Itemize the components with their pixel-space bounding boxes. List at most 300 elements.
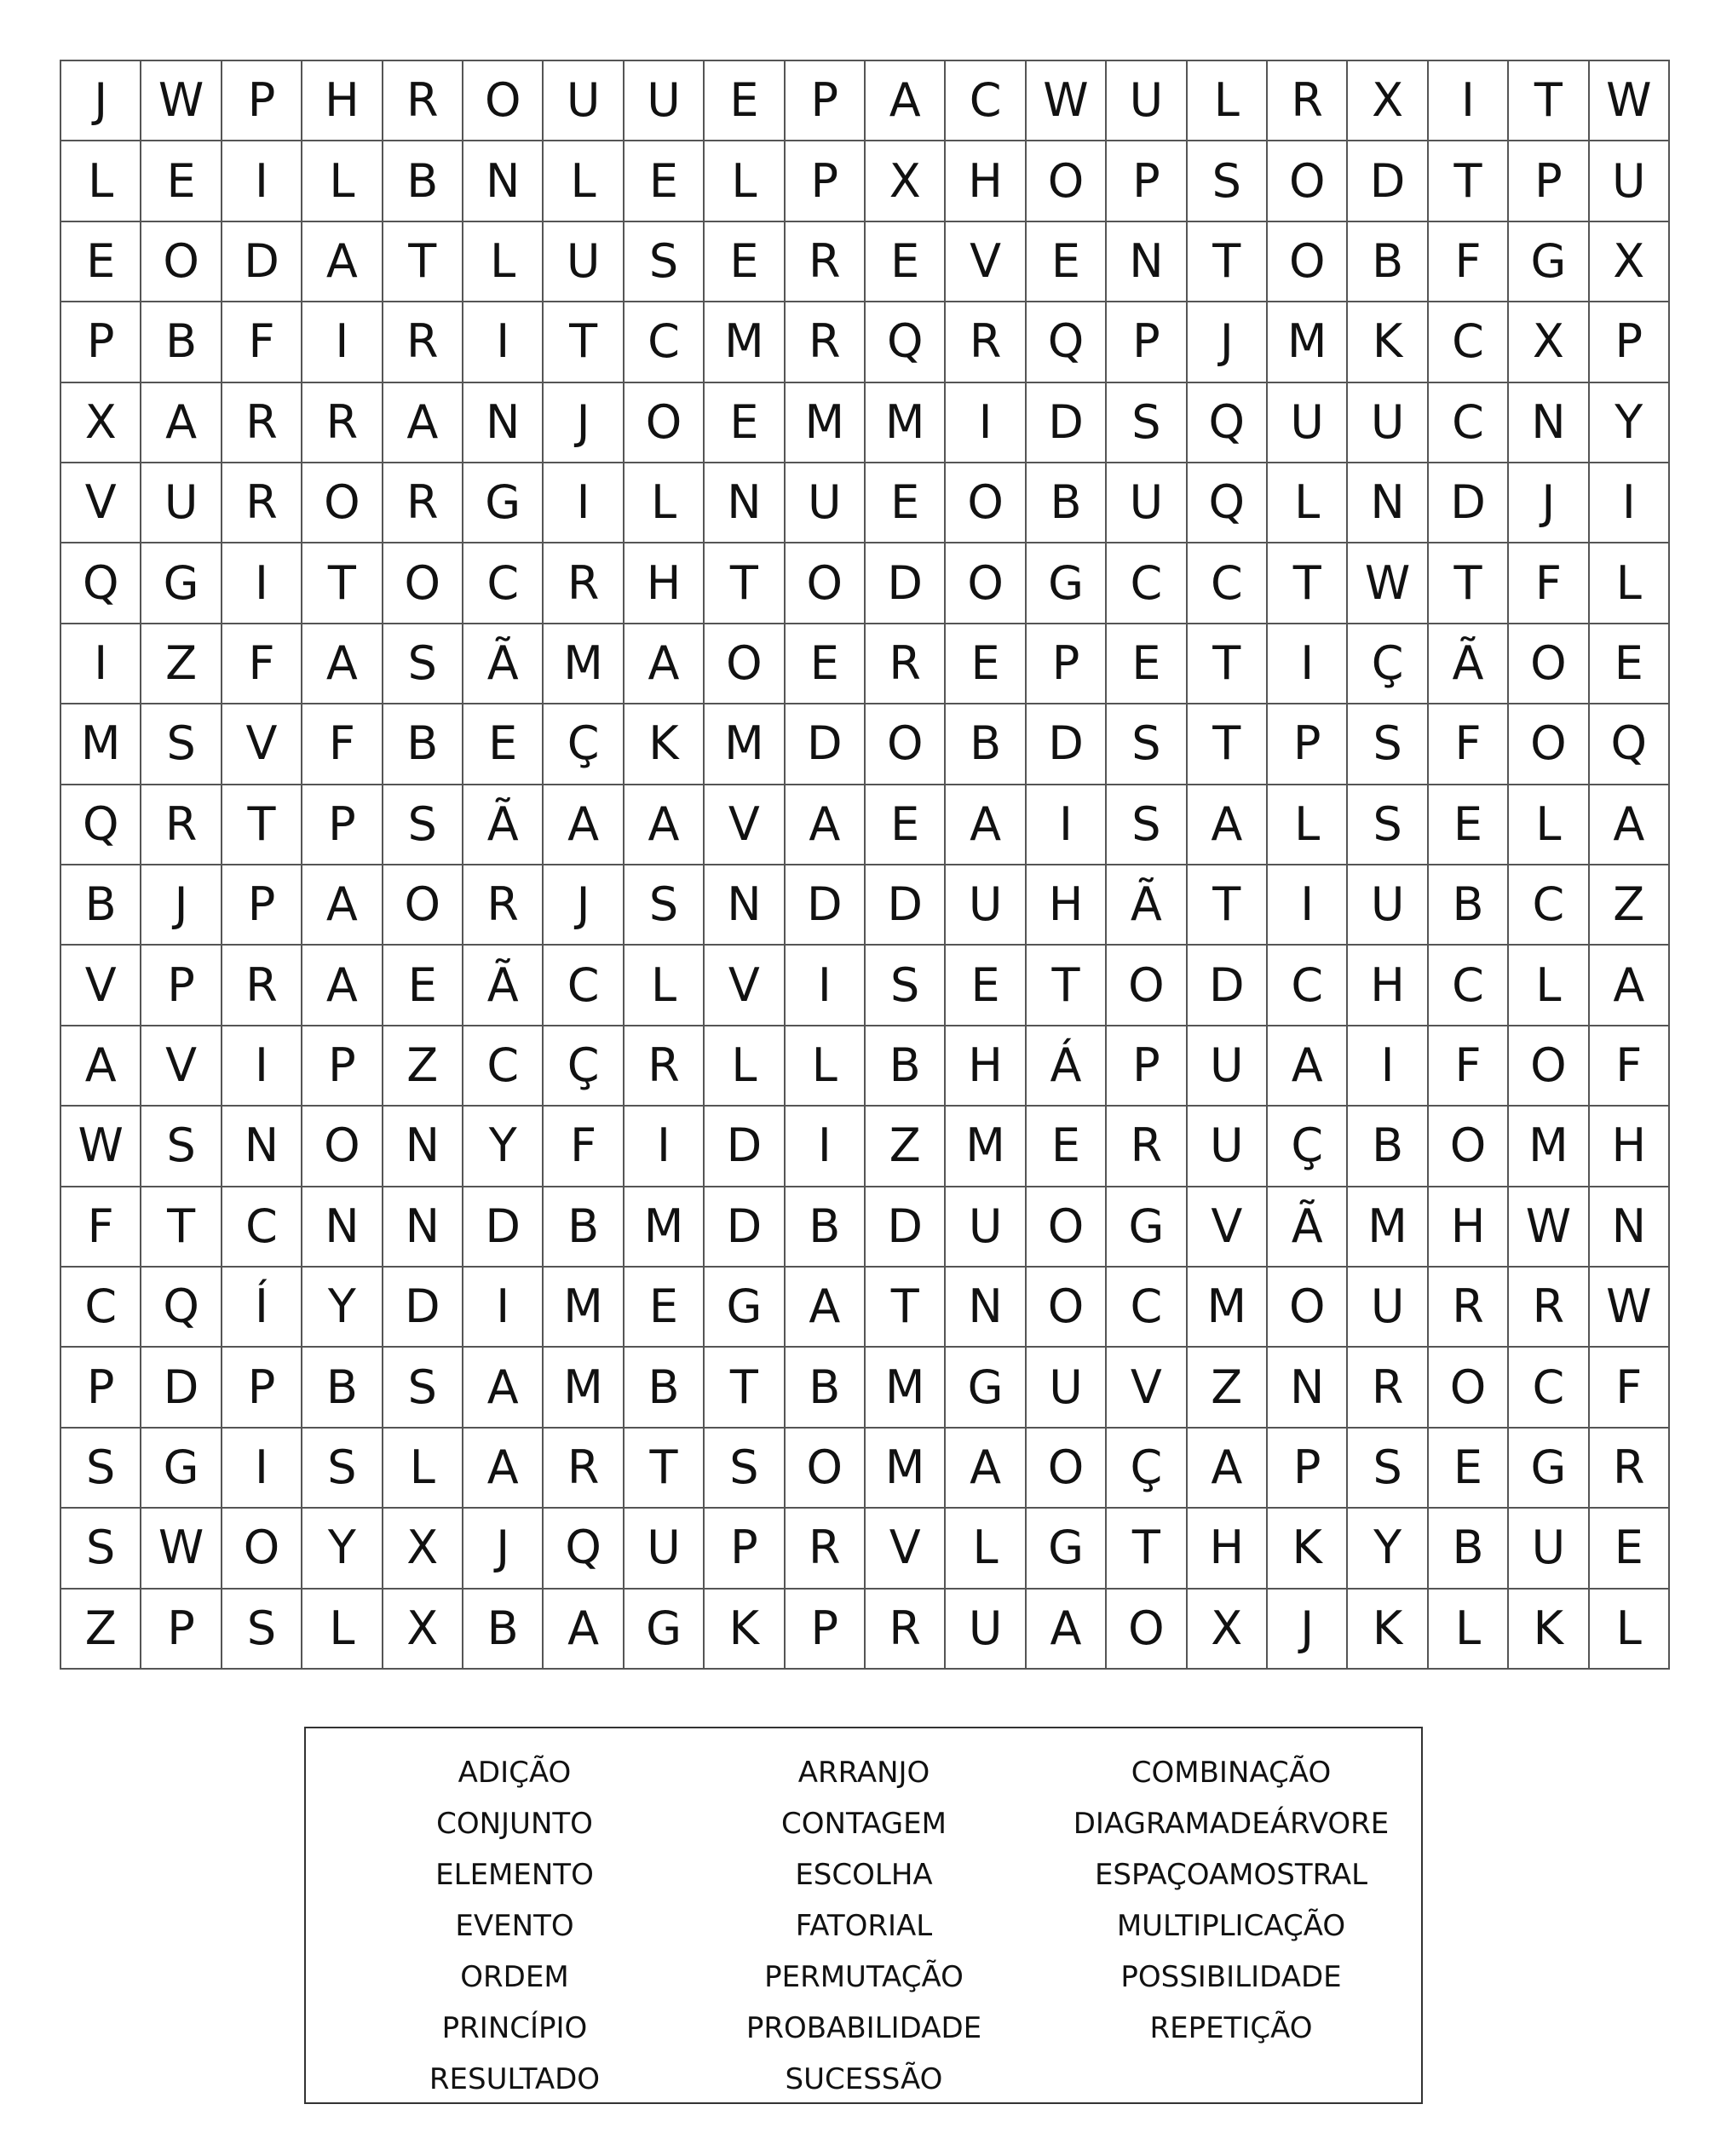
grid-cell[interactable]: A <box>625 624 705 704</box>
grid-cell[interactable]: W <box>141 61 222 141</box>
grid-cell[interactable]: P <box>1107 302 1187 382</box>
grid-cell[interactable]: R <box>141 785 222 865</box>
grid-cell[interactable]: R <box>1348 1348 1428 1428</box>
grid-cell[interactable]: W <box>1590 1268 1670 1348</box>
grid-cell[interactable]: Ç <box>1268 1107 1348 1187</box>
grid-cell[interactable]: R <box>786 222 866 302</box>
grid-cell[interactable]: R <box>866 1590 946 1670</box>
grid-cell[interactable]: O <box>1027 1429 1107 1509</box>
grid-cell[interactable]: R <box>383 463 463 543</box>
grid-cell[interactable]: F <box>302 704 383 785</box>
grid-cell[interactable]: V <box>141 1026 222 1107</box>
grid-cell[interactable]: C <box>222 1187 302 1268</box>
grid-cell[interactable]: M <box>866 1429 946 1509</box>
grid-cell[interactable]: X <box>1590 222 1670 302</box>
grid-cell[interactable]: N <box>463 141 544 221</box>
grid-cell[interactable]: F <box>1429 1026 1509 1107</box>
grid-cell[interactable]: S <box>1107 383 1187 463</box>
grid-cell[interactable]: L <box>1509 946 1589 1026</box>
grid-cell[interactable]: R <box>383 302 463 382</box>
grid-cell[interactable]: O <box>141 222 222 302</box>
grid-cell[interactable]: I <box>222 1429 302 1509</box>
grid-cell[interactable]: P <box>786 61 866 141</box>
grid-cell[interactable]: E <box>1027 1107 1107 1187</box>
grid-cell[interactable]: J <box>463 1509 544 1589</box>
grid-cell[interactable]: K <box>625 704 705 785</box>
grid-cell[interactable]: E <box>705 61 785 141</box>
grid-cell[interactable]: C <box>1509 865 1589 946</box>
grid-cell[interactable]: R <box>1590 1429 1670 1509</box>
grid-cell[interactable]: U <box>1188 1107 1268 1187</box>
grid-cell[interactable]: Z <box>866 1107 946 1187</box>
grid-cell[interactable]: C <box>1107 543 1187 624</box>
grid-cell[interactable]: Y <box>302 1509 383 1589</box>
grid-cell[interactable]: E <box>786 624 866 704</box>
grid-cell[interactable]: L <box>302 1590 383 1670</box>
grid-cell[interactable]: R <box>222 946 302 1026</box>
grid-cell[interactable]: A <box>544 785 624 865</box>
grid-cell[interactable]: T <box>1429 141 1509 221</box>
grid-cell[interactable]: A <box>946 1429 1026 1509</box>
grid-cell[interactable]: F <box>1590 1348 1670 1428</box>
grid-cell[interactable]: Ã <box>463 624 544 704</box>
grid-cell[interactable]: N <box>222 1107 302 1187</box>
grid-cell[interactable]: L <box>705 141 785 221</box>
grid-cell[interactable]: C <box>463 1026 544 1107</box>
grid-cell[interactable]: I <box>786 1107 866 1187</box>
grid-cell[interactable]: F <box>61 1187 141 1268</box>
grid-cell[interactable]: L <box>302 141 383 221</box>
grid-cell[interactable]: L <box>1268 463 1348 543</box>
grid-cell[interactable]: B <box>141 302 222 382</box>
grid-cell[interactable]: Y <box>1348 1509 1428 1589</box>
grid-cell[interactable]: A <box>463 1429 544 1509</box>
grid-cell[interactable]: A <box>302 865 383 946</box>
grid-cell[interactable]: J <box>141 865 222 946</box>
grid-cell[interactable]: O <box>946 543 1026 624</box>
grid-cell[interactable]: P <box>705 1509 785 1589</box>
grid-cell[interactable]: H <box>1027 865 1107 946</box>
grid-cell[interactable]: K <box>705 1590 785 1670</box>
grid-cell[interactable]: E <box>705 383 785 463</box>
grid-cell[interactable]: N <box>705 463 785 543</box>
grid-cell[interactable]: E <box>1027 222 1107 302</box>
grid-cell[interactable]: V <box>61 946 141 1026</box>
grid-cell[interactable]: B <box>625 1348 705 1428</box>
grid-cell[interactable]: R <box>544 543 624 624</box>
grid-cell[interactable]: L <box>544 141 624 221</box>
grid-cell[interactable]: T <box>1188 624 1268 704</box>
grid-cell[interactable]: V <box>61 463 141 543</box>
grid-cell[interactable]: S <box>1348 1429 1428 1509</box>
grid-cell[interactable]: A <box>625 785 705 865</box>
grid-cell[interactable]: C <box>1509 1348 1589 1428</box>
grid-cell[interactable]: Ã <box>463 785 544 865</box>
grid-cell[interactable]: U <box>625 61 705 141</box>
grid-cell[interactable]: P <box>1590 302 1670 382</box>
grid-cell[interactable]: W <box>1509 1187 1589 1268</box>
grid-cell[interactable]: V <box>705 946 785 1026</box>
grid-cell[interactable]: T <box>1509 61 1589 141</box>
grid-cell[interactable]: L <box>463 222 544 302</box>
grid-cell[interactable]: L <box>383 1429 463 1509</box>
grid-cell[interactable]: A <box>383 383 463 463</box>
grid-cell[interactable]: U <box>946 1187 1026 1268</box>
grid-cell[interactable]: G <box>1027 543 1107 624</box>
grid-cell[interactable]: H <box>946 1026 1026 1107</box>
grid-cell[interactable]: Ã <box>463 946 544 1026</box>
grid-cell[interactable]: A <box>866 61 946 141</box>
grid-cell[interactable]: F <box>1429 222 1509 302</box>
grid-cell[interactable]: P <box>1268 704 1348 785</box>
grid-cell[interactable]: S <box>866 946 946 1026</box>
grid-cell[interactable]: B <box>383 141 463 221</box>
grid-cell[interactable]: N <box>1348 463 1428 543</box>
grid-cell[interactable]: D <box>222 222 302 302</box>
grid-cell[interactable]: H <box>1188 1509 1268 1589</box>
grid-cell[interactable]: E <box>141 141 222 221</box>
grid-cell[interactable]: T <box>1268 543 1348 624</box>
grid-cell[interactable]: G <box>141 1429 222 1509</box>
grid-cell[interactable]: Z <box>61 1590 141 1670</box>
grid-cell[interactable]: T <box>302 543 383 624</box>
grid-cell[interactable]: C <box>544 946 624 1026</box>
grid-cell[interactable]: C <box>463 543 544 624</box>
grid-cell[interactable]: Q <box>61 785 141 865</box>
grid-cell[interactable]: U <box>1590 141 1670 221</box>
grid-cell[interactable]: M <box>866 383 946 463</box>
grid-cell[interactable]: N <box>1509 383 1589 463</box>
grid-cell[interactable]: Ã <box>1268 1187 1348 1268</box>
grid-cell[interactable]: V <box>1188 1187 1268 1268</box>
grid-cell[interactable]: T <box>1027 946 1107 1026</box>
grid-cell[interactable]: T <box>383 222 463 302</box>
grid-cell[interactable]: D <box>786 704 866 785</box>
grid-cell[interactable]: L <box>946 1509 1026 1589</box>
grid-cell[interactable]: S <box>141 1107 222 1187</box>
grid-cell[interactable]: U <box>946 1590 1026 1670</box>
grid-cell[interactable]: M <box>705 302 785 382</box>
grid-cell[interactable]: D <box>463 1187 544 1268</box>
grid-cell[interactable]: U <box>1027 1348 1107 1428</box>
grid-cell[interactable]: V <box>946 222 1026 302</box>
grid-cell[interactable]: S <box>1107 704 1187 785</box>
grid-cell[interactable]: B <box>786 1187 866 1268</box>
grid-cell[interactable]: P <box>302 785 383 865</box>
grid-cell[interactable]: N <box>1590 1187 1670 1268</box>
grid-cell[interactable]: O <box>1509 1026 1589 1107</box>
grid-cell[interactable]: X <box>866 141 946 221</box>
grid-cell[interactable]: B <box>946 704 1026 785</box>
grid-cell[interactable]: D <box>705 1187 785 1268</box>
grid-cell[interactable]: Q <box>1188 383 1268 463</box>
grid-cell[interactable]: K <box>1268 1509 1348 1589</box>
grid-cell[interactable]: N <box>463 383 544 463</box>
grid-cell[interactable]: M <box>946 1107 1026 1187</box>
grid-cell[interactable]: B <box>544 1187 624 1268</box>
grid-cell[interactable]: A <box>786 1268 866 1348</box>
grid-cell[interactable]: U <box>1188 1026 1268 1107</box>
grid-cell[interactable]: F <box>544 1107 624 1187</box>
grid-cell[interactable]: B <box>786 1348 866 1428</box>
grid-cell[interactable]: N <box>302 1187 383 1268</box>
grid-cell[interactable]: Ç <box>544 704 624 785</box>
grid-cell[interactable]: A <box>1268 1026 1348 1107</box>
grid-cell[interactable]: N <box>1268 1348 1348 1428</box>
grid-cell[interactable]: S <box>141 704 222 785</box>
grid-cell[interactable]: A <box>1590 946 1670 1026</box>
grid-cell[interactable]: O <box>1429 1107 1509 1187</box>
grid-cell[interactable]: W <box>1027 61 1107 141</box>
grid-cell[interactable]: Q <box>61 543 141 624</box>
grid-cell[interactable]: P <box>222 61 302 141</box>
grid-cell[interactable]: E <box>61 222 141 302</box>
grid-cell[interactable]: O <box>1268 1268 1348 1348</box>
grid-cell[interactable]: T <box>1188 865 1268 946</box>
grid-cell[interactable]: E <box>946 946 1026 1026</box>
grid-cell[interactable]: W <box>61 1107 141 1187</box>
grid-cell[interactable]: M <box>544 624 624 704</box>
grid-cell[interactable]: A <box>141 383 222 463</box>
grid-cell[interactable]: Á <box>1027 1026 1107 1107</box>
grid-cell[interactable]: T <box>1107 1509 1187 1589</box>
grid-cell[interactable]: R <box>866 624 946 704</box>
grid-cell[interactable]: U <box>625 1509 705 1589</box>
grid-cell[interactable]: C <box>61 1268 141 1348</box>
grid-cell[interactable]: P <box>222 865 302 946</box>
grid-cell[interactable]: O <box>625 383 705 463</box>
grid-cell[interactable]: R <box>1268 61 1348 141</box>
grid-cell[interactable]: Ã <box>1429 624 1509 704</box>
grid-cell[interactable]: A <box>786 785 866 865</box>
grid-cell[interactable]: O <box>1027 141 1107 221</box>
grid-cell[interactable]: G <box>1027 1509 1107 1589</box>
grid-cell[interactable]: O <box>222 1509 302 1589</box>
grid-cell[interactable]: J <box>1268 1590 1348 1670</box>
grid-cell[interactable]: B <box>302 1348 383 1428</box>
grid-cell[interactable]: L <box>1429 1590 1509 1670</box>
grid-cell[interactable]: T <box>141 1187 222 1268</box>
grid-cell[interactable]: P <box>786 141 866 221</box>
grid-cell[interactable]: Y <box>302 1268 383 1348</box>
grid-cell[interactable]: I <box>463 1268 544 1348</box>
grid-cell[interactable]: U <box>1509 1509 1589 1589</box>
grid-cell[interactable]: I <box>544 463 624 543</box>
grid-cell[interactable]: M <box>1268 302 1348 382</box>
grid-cell[interactable]: K <box>1509 1590 1589 1670</box>
grid-cell[interactable]: J <box>61 61 141 141</box>
grid-cell[interactable]: F <box>222 624 302 704</box>
grid-cell[interactable]: C <box>1429 383 1509 463</box>
grid-cell[interactable]: S <box>383 624 463 704</box>
grid-cell[interactable]: Z <box>141 624 222 704</box>
grid-cell[interactable]: G <box>1509 222 1589 302</box>
grid-cell[interactable]: Q <box>866 302 946 382</box>
grid-cell[interactable]: V <box>705 785 785 865</box>
grid-cell[interactable]: R <box>786 302 866 382</box>
grid-cell[interactable]: I <box>1590 463 1670 543</box>
grid-cell[interactable]: L <box>705 1026 785 1107</box>
grid-cell[interactable]: L <box>625 463 705 543</box>
grid-cell[interactable]: E <box>625 1268 705 1348</box>
grid-cell[interactable]: P <box>61 302 141 382</box>
grid-cell[interactable]: O <box>1268 222 1348 302</box>
grid-cell[interactable]: I <box>1348 1026 1428 1107</box>
grid-cell[interactable]: O <box>302 1107 383 1187</box>
grid-cell[interactable]: S <box>625 865 705 946</box>
grid-cell[interactable]: O <box>463 61 544 141</box>
grid-cell[interactable]: O <box>1107 946 1187 1026</box>
grid-cell[interactable]: P <box>302 1026 383 1107</box>
grid-cell[interactable]: S <box>625 222 705 302</box>
grid-cell[interactable]: D <box>866 543 946 624</box>
grid-cell[interactable]: T <box>222 785 302 865</box>
grid-cell[interactable]: C <box>946 61 1026 141</box>
grid-cell[interactable]: S <box>61 1509 141 1589</box>
grid-cell[interactable]: A <box>302 222 383 302</box>
grid-cell[interactable]: U <box>786 463 866 543</box>
grid-cell[interactable]: I <box>625 1107 705 1187</box>
grid-cell[interactable]: H <box>946 141 1026 221</box>
grid-cell[interactable]: P <box>1268 1429 1348 1509</box>
grid-cell[interactable]: U <box>1268 383 1348 463</box>
grid-cell[interactable]: E <box>463 704 544 785</box>
grid-cell[interactable]: M <box>866 1348 946 1428</box>
grid-cell[interactable]: F <box>1590 1026 1670 1107</box>
grid-cell[interactable]: Ç <box>1348 624 1428 704</box>
grid-cell[interactable]: N <box>946 1268 1026 1348</box>
grid-cell[interactable]: I <box>786 946 866 1026</box>
grid-cell[interactable]: W <box>1590 61 1670 141</box>
grid-cell[interactable]: E <box>866 785 946 865</box>
grid-cell[interactable]: Y <box>1590 383 1670 463</box>
grid-cell[interactable]: X <box>61 383 141 463</box>
grid-cell[interactable]: D <box>705 1107 785 1187</box>
grid-cell[interactable]: O <box>1268 141 1348 221</box>
grid-cell[interactable]: S <box>302 1429 383 1509</box>
grid-cell[interactable]: R <box>463 865 544 946</box>
grid-cell[interactable]: L <box>625 946 705 1026</box>
grid-cell[interactable]: R <box>786 1509 866 1589</box>
grid-cell[interactable]: E <box>1429 785 1509 865</box>
grid-cell[interactable]: B <box>1348 222 1428 302</box>
grid-cell[interactable]: A <box>1188 1429 1268 1509</box>
grid-cell[interactable]: U <box>544 222 624 302</box>
grid-cell[interactable]: S <box>222 1590 302 1670</box>
grid-cell[interactable]: J <box>1509 463 1589 543</box>
grid-cell[interactable]: O <box>1509 704 1589 785</box>
grid-cell[interactable]: L <box>1590 543 1670 624</box>
grid-cell[interactable]: I <box>1268 865 1348 946</box>
grid-cell[interactable]: A <box>61 1026 141 1107</box>
grid-cell[interactable]: A <box>1188 785 1268 865</box>
grid-cell[interactable]: Ç <box>1107 1429 1187 1509</box>
grid-cell[interactable]: P <box>141 946 222 1026</box>
grid-cell[interactable]: B <box>383 704 463 785</box>
grid-cell[interactable]: R <box>302 383 383 463</box>
grid-cell[interactable]: I <box>1429 61 1509 141</box>
grid-cell[interactable]: P <box>1027 624 1107 704</box>
grid-cell[interactable]: E <box>866 463 946 543</box>
grid-cell[interactable]: P <box>1107 1026 1187 1107</box>
grid-cell[interactable]: Z <box>383 1026 463 1107</box>
grid-cell[interactable]: E <box>625 141 705 221</box>
grid-cell[interactable]: I <box>946 383 1026 463</box>
grid-cell[interactable]: C <box>1188 543 1268 624</box>
grid-cell[interactable]: E <box>1590 624 1670 704</box>
grid-cell[interactable]: B <box>1027 463 1107 543</box>
grid-cell[interactable]: I <box>463 302 544 382</box>
grid-cell[interactable]: E <box>1429 1429 1509 1509</box>
grid-cell[interactable]: J <box>544 865 624 946</box>
grid-cell[interactable]: L <box>1268 785 1348 865</box>
grid-cell[interactable]: F <box>1509 543 1589 624</box>
grid-cell[interactable]: K <box>1348 302 1428 382</box>
grid-cell[interactable]: U <box>141 463 222 543</box>
grid-cell[interactable]: D <box>1188 946 1268 1026</box>
grid-cell[interactable]: P <box>61 1348 141 1428</box>
grid-cell[interactable]: I <box>222 543 302 624</box>
grid-cell[interactable]: D <box>1429 463 1509 543</box>
grid-cell[interactable]: M <box>1348 1187 1428 1268</box>
grid-cell[interactable]: H <box>625 543 705 624</box>
grid-cell[interactable]: X <box>383 1509 463 1589</box>
grid-cell[interactable]: W <box>1348 543 1428 624</box>
grid-cell[interactable]: I <box>1027 785 1107 865</box>
grid-cell[interactable]: A <box>946 785 1026 865</box>
grid-cell[interactable]: D <box>1027 704 1107 785</box>
grid-cell[interactable]: X <box>1509 302 1589 382</box>
grid-cell[interactable]: S <box>1107 785 1187 865</box>
grid-cell[interactable]: C <box>1268 946 1348 1026</box>
grid-cell[interactable]: Í <box>222 1268 302 1348</box>
grid-cell[interactable]: T <box>705 1348 785 1428</box>
grid-cell[interactable]: D <box>1348 141 1428 221</box>
grid-cell[interactable]: L <box>1590 1590 1670 1670</box>
grid-cell[interactable]: T <box>866 1268 946 1348</box>
grid-cell[interactable]: F <box>1429 704 1509 785</box>
grid-cell[interactable]: A <box>302 624 383 704</box>
grid-cell[interactable]: M <box>1188 1268 1268 1348</box>
grid-cell[interactable]: D <box>866 865 946 946</box>
grid-cell[interactable]: M <box>705 704 785 785</box>
grid-cell[interactable]: L <box>1188 61 1268 141</box>
grid-cell[interactable]: U <box>1348 383 1428 463</box>
grid-cell[interactable]: O <box>786 1429 866 1509</box>
grid-cell[interactable]: I <box>222 1026 302 1107</box>
grid-cell[interactable]: E <box>1107 624 1187 704</box>
grid-cell[interactable]: R <box>1509 1268 1589 1348</box>
grid-cell[interactable]: Z <box>1590 865 1670 946</box>
grid-cell[interactable]: E <box>705 222 785 302</box>
grid-cell[interactable]: M <box>544 1348 624 1428</box>
grid-cell[interactable]: Q <box>1027 302 1107 382</box>
grid-cell[interactable]: Q <box>1590 704 1670 785</box>
grid-cell[interactable]: R <box>946 302 1026 382</box>
grid-cell[interactable]: H <box>1590 1107 1670 1187</box>
grid-cell[interactable]: M <box>786 383 866 463</box>
grid-cell[interactable]: R <box>1107 1107 1187 1187</box>
grid-cell[interactable]: R <box>544 1429 624 1509</box>
grid-cell[interactable]: O <box>1027 1187 1107 1268</box>
grid-cell[interactable]: U <box>1107 61 1187 141</box>
grid-cell[interactable]: U <box>1348 1268 1428 1348</box>
grid-cell[interactable]: P <box>1509 141 1589 221</box>
grid-cell[interactable]: B <box>1429 1509 1509 1589</box>
grid-cell[interactable]: S <box>1188 141 1268 221</box>
grid-cell[interactable]: G <box>1107 1187 1187 1268</box>
grid-cell[interactable]: N <box>383 1107 463 1187</box>
